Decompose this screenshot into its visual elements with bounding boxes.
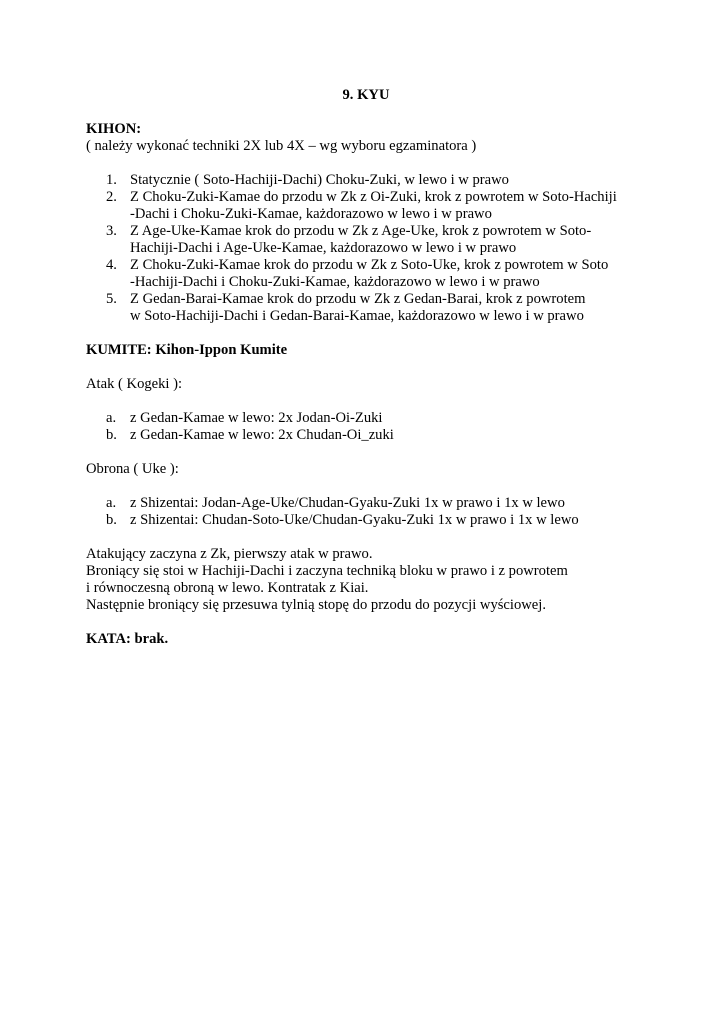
kihon-item: [86, 291, 646, 325]
kihon-item: [86, 223, 646, 257]
kumite-note: i równoczesną obroną w lewo. Kontratak z Kiai.: [86, 580, 369, 596]
atak-label: Atak ( Kogeki ):: [86, 376, 183, 392]
item-text: -Dachi i Choku-Zuki-Kamae, każdorazowo w lewo i w prawo: [130, 206, 492, 222]
kihon-note: ( należy wykonać techniki 2X lub 4X – wg wyboru egzaminatora ): [86, 138, 477, 154]
item-letter: a.: [106, 410, 117, 426]
item-text: Z Gedan-Barai-Kamae krok do przodu w Zk z Gedan-Barai, krok z powrotem: [130, 291, 586, 307]
item-text: -Hachiji-Dachi i Choku-Zuki-Kamae, każdorazowo w lewo i w prawo: [130, 274, 540, 290]
item-letter: b.: [106, 512, 117, 528]
item-text: z Gedan-Kamae w lewo: 2x Jodan-Oi-Zuki: [130, 410, 383, 426]
item-text: Z Choku-Zuki-Kamae do przodu w Zk z Oi-Zuki, krok z powrotem w Soto-Hachiji: [130, 189, 617, 205]
item-text: z Shizentai: Jodan-Age-Uke/Chudan-Gyaku-Zuki 1x w prawo i 1x w lewo: [130, 495, 565, 511]
kihon-heading: KIHON:: [86, 121, 142, 137]
item-number: 4.: [106, 257, 117, 273]
page-title: [86, 86, 646, 104]
item-text: Z Age-Uke-Kamae krok do przodu w Zk z Age-Uke, krok z powrotem w Soto-: [130, 223, 592, 239]
kumite-note: Broniący się stoi w Hachiji-Dachi i zaczyna techniką bloku w prawo i z powrotem: [86, 563, 568, 579]
kihon-item: [86, 172, 646, 189]
kihon-item: [86, 189, 646, 223]
atak-list: [86, 410, 646, 444]
atak-item: [86, 410, 646, 427]
kumite-note: Następnie broniący się przesuwa tylnią stopę do przodu do pozycji wyściowej.: [86, 597, 546, 613]
item-number: 3.: [106, 223, 117, 239]
document-page: [86, 86, 646, 648]
item-text: Hachiji-Dachi i Age-Uke-Kamae, każdorazowo w lewo i w prawo: [130, 240, 517, 256]
kumite-note: Atakujący zaczyna z Zk, pierwszy atak w prawo.: [86, 546, 373, 562]
title-text: 9. KYU: [342, 87, 390, 103]
kihon-item: [86, 257, 646, 291]
item-number: 1.: [106, 172, 117, 188]
item-number: 5.: [106, 291, 117, 307]
item-letter: b.: [106, 427, 117, 443]
obrona-list: [86, 495, 646, 529]
item-letter: a.: [106, 495, 117, 511]
kihon-list: [86, 172, 646, 325]
item-text: w Soto-Hachiji-Dachi i Gedan-Barai-Kamae, każdorazowo w lewo i w prawo: [130, 308, 584, 324]
obrona-item: [86, 512, 646, 529]
item-text: Statycznie ( Soto-Hachiji-Dachi) Choku-Zuki, w lewo i w prawo: [130, 172, 509, 188]
atak-item: [86, 427, 646, 444]
item-text: z Shizentai: Chudan-Soto-Uke/Chudan-Gyaku-Zuki 1x w prawo i 1x w lewo: [130, 512, 579, 528]
item-text: Z Choku-Zuki-Kamae krok do przodu w Zk z Soto-Uke, krok z powrotem w Soto: [130, 257, 609, 273]
kumite-heading: KUMITE: Kihon-Ippon Kumite: [86, 342, 288, 358]
kata-heading: KATA: brak.: [86, 631, 169, 647]
item-number: 2.: [106, 189, 117, 205]
item-text: z Gedan-Kamae w lewo: 2x Chudan-Oi_zuki: [130, 427, 394, 443]
obrona-label: Obrona ( Uke ):: [86, 461, 179, 477]
obrona-item: [86, 495, 646, 512]
